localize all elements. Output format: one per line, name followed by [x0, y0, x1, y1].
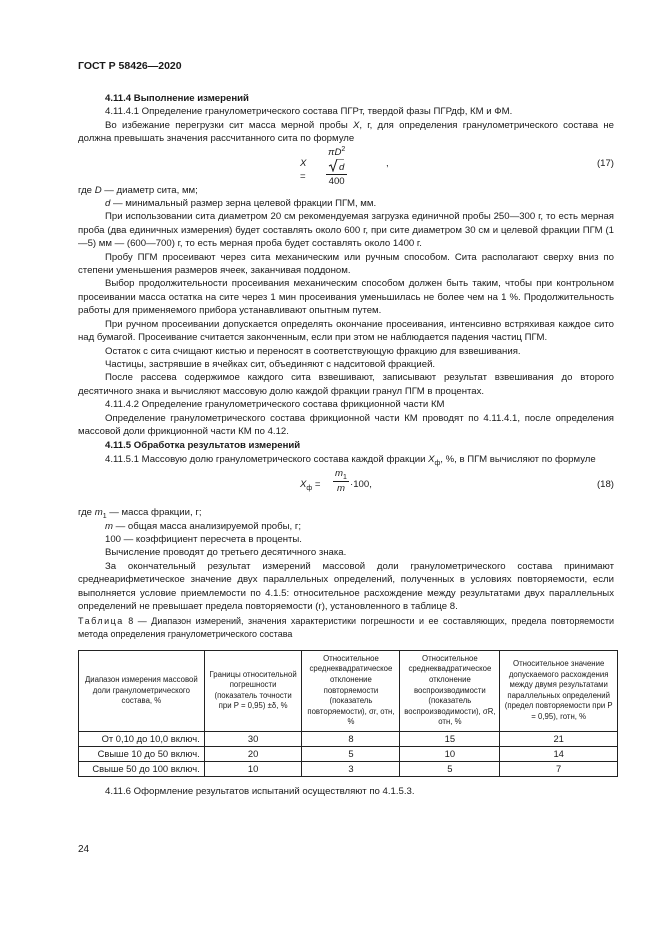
paragraph: 100 — коэффициент пересчета в проценты.	[105, 533, 302, 545]
paragraph: где $m_1$ — масса фракции, г;	[78, 507, 202, 521]
table-cell: Свыше 10 до 50 включ.	[79, 746, 205, 761]
formula-17: X = $\pi D^2$ d 400 , (17)	[300, 145, 614, 188]
paragraph: За окончательный результат измерений массовой доли гранулометрического состава принимают среднеарифметическое значение двух параллельных определений, полученных в условиях повторяемости, если выполняется условие приемлемости по 4.1.5: относительное расхождение между результатами двух параллельных определений не превышает предела повторяемости (r), установленного в таблице 8.	[78, 560, 614, 612]
table-8	[78, 650, 618, 777]
paragraph: Частицы, застрявшие в ячейках сит, объединяют с надситовой фракцией.	[105, 358, 436, 370]
paragraph: При ручном просеивании допускается определять окончание просеивания, интенсивно встряхивая каждое сито над бумагой. Просеивание считается законченным, если при этом не наблюдается падения частиц ПГМ.	[78, 318, 614, 344]
paragraph: 4.11.5.1 Массовую долю гранулометрического состава каждой фракции $X_ф$, %, в ПГМ вычисляют по формуле	[105, 453, 596, 467]
paragraph: После рассева содержимое каждого сита взвешивают, записывают результат взвешивания до второго десятичного знака и вычисляют массовую долю каждой фракции гранул ПГМ в процентах.	[78, 372, 614, 397]
paragraph: 4.11.6 Оформление результатов испытаний осуществляют по 4.1.5.3.	[105, 785, 415, 797]
document-header: ГОСТ Р 58426—2020	[78, 60, 182, 72]
table-header-cell: Относительное среднеквадратическое отклонение воспроизводимости (показатель воспроизводимости), σR, отн, %	[400, 650, 500, 731]
paragraph: m — общая масса анализируемой пробы, г;	[105, 520, 302, 532]
section-4-11-5-title: 4.11.5 Обработка результатов измерений	[105, 440, 301, 452]
table-cell: 10	[204, 761, 302, 776]
table-cell: 5	[400, 761, 500, 776]
paragraph: Вычисление проводят до третьего десятичного знака.	[105, 547, 347, 559]
paragraph: Остаток с сита счищают кистью и переносят в соответствующую фракцию для взвешивания.	[105, 345, 521, 357]
table-row	[79, 761, 618, 776]
table-cell: Свыше 50 до 100 включ.	[79, 761, 205, 776]
table-cell: От 0,10 до 10,0 включ.	[79, 731, 205, 746]
paragraph: Пробу ПГМ просеивают через сита механическим или ручным способом. Сита располагают сверху вниз по степени уменьшения размеров ячеек, заканчивая поддоном.	[78, 251, 614, 277]
table-header-cell: Относительное среднеквадратическое отклонение повторяемости (показатель повторяемости), σr, отн, %	[302, 650, 400, 731]
formula-18: $X_ф$ = $m_1$ m ·100, (18)	[300, 468, 614, 494]
table-cell: 15	[400, 731, 500, 746]
table-cell: 21	[500, 731, 618, 746]
paragraph: d — минимальный размер зерна целевой фракции ПГМ, мм.	[105, 198, 377, 210]
table-cell: 5	[302, 746, 400, 761]
paragraph: 4.11.4.1 Определение гранулометрического состава ПГРт, твердой фазы ПГРдф, КМ и ФМ.	[105, 106, 513, 118]
document-body	[78, 91, 614, 798]
table-cell: 20	[204, 746, 302, 761]
table-cell: 3	[302, 761, 400, 776]
paragraph: Определение гранулометрического состава фрикционной части КМ проводят по 4.11.4.1, после определения массовой доли фрикционной части КМ по 4.12.	[78, 412, 614, 437]
paragraph: где D — диаметр сита, мм;	[78, 184, 198, 196]
table-cell: 30	[204, 731, 302, 746]
section-4-11-4-title: 4.11.4 Выполнение измерений	[105, 93, 249, 104]
table-cell: 10	[400, 746, 500, 761]
table-cell: 14	[500, 746, 618, 761]
paragraph: Во избежание перегрузки сит масса мерной пробы X, г, для определения гранулометрического состава не должна превышать значения рассчитанного сита по формуле	[78, 119, 614, 145]
paragraph: Выбор продолжительности просеивания механическим способом должен быть таким, чтобы при контрольном просеивании масса остатка на сите через 1 мин просеивания уменьшилась не более чем на 1 %. Продолжительность работы для применяемого прибора устанавливают опытным путем.	[78, 278, 614, 317]
table-row	[79, 731, 618, 746]
paragraph: При использовании сита диаметром 20 см рекомендуемая загрузка единичной пробы 250—300 г, то есть мерная проба (два единичных измерения) будет составлять около 600 г, при сите диаметром 30 см и целевой фракции ПГМ (1—5) мм — (600—700) г, то есть мерная проба будет составлять около 1400 г.	[78, 211, 614, 250]
table-cell: 8	[302, 731, 400, 746]
table-cell: 7	[500, 761, 618, 776]
table-caption: Таблица 8 — Диапазон измерений, значения характеристики погрешности и ее составляющих, предела повторяемости метода определения гранулометрического состава	[78, 616, 614, 639]
table-header-cell: Относительное значение допускаемого расхождения между двумя результатами параллельных определений (предел повторяемости при P = 0,95), rотн, %	[500, 650, 618, 731]
table-row	[79, 746, 618, 761]
paragraph: 4.11.4.2 Определение гранулометрического состава фрикционной части КМ	[105, 399, 445, 411]
formula-number: (17)	[596, 157, 614, 169]
table-header-cell: Границы относительной погрешности (показатель точности при P = 0,95) ±δ, %	[204, 650, 302, 731]
table-header-row	[79, 650, 618, 731]
page-number: 24	[78, 844, 90, 855]
formula-number: (18)	[596, 479, 614, 491]
table-header-cell: Диапазон измерения массовой доли гранулометрического состава, %	[79, 650, 205, 731]
